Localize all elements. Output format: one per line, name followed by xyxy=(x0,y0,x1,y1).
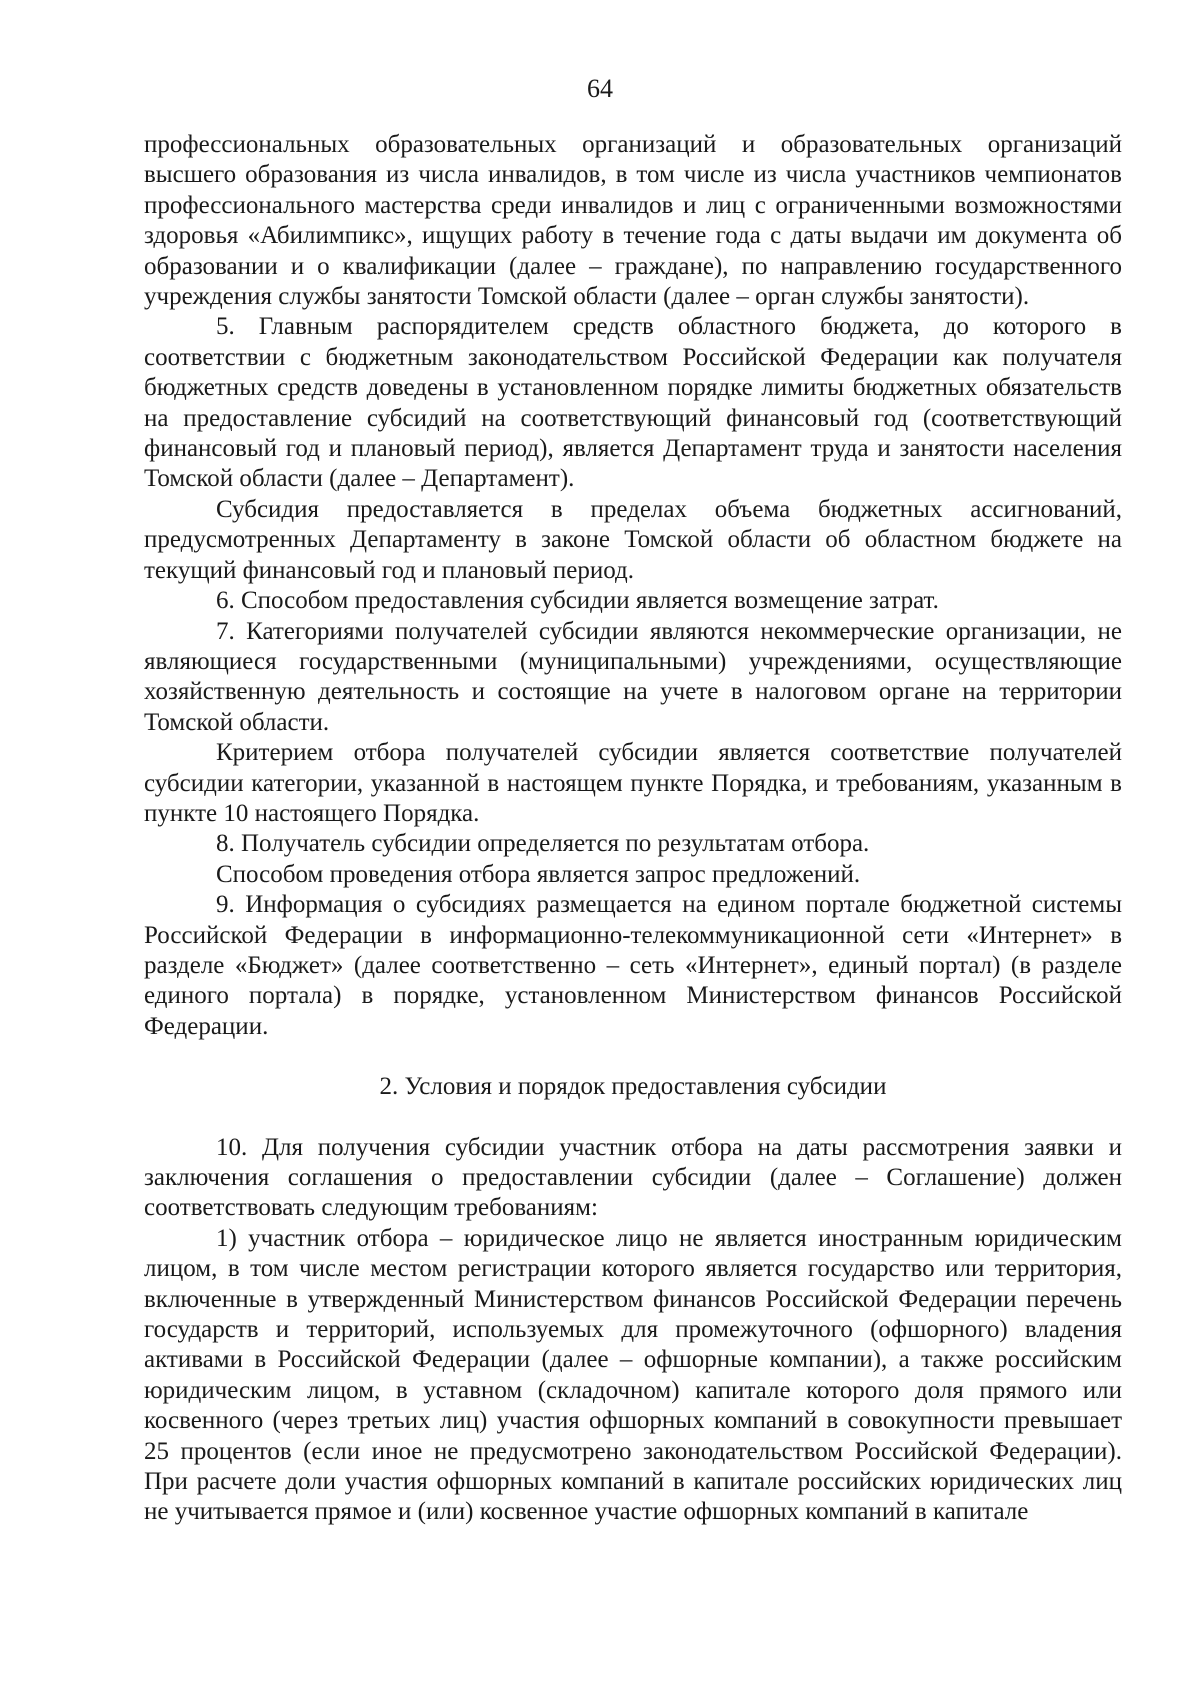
paragraph-selection-method: Способом проведения отбора является запрос предложений. xyxy=(216,860,861,888)
document-body xyxy=(144,130,1122,1528)
paragraph-item-7: 7. Категориями получателей субсидии являются некоммерческие организации, не являющиеся государственными (муниципальными) учреждениями, осуществляющие хозяйственную деятельность и состоящие на учете в налоговом органе на территории Томской области. xyxy=(144,617,1122,736)
paragraph-intro-continuation: профессиональных образовательных организаций и образовательных организаций высшего образования из числа инвалидов, в том числе из числа участников чемпионатов профессионального мастерства среди инвалидов и лиц с ограниченными возможностями здоровья «Абилимпикс», ищущих работу в течение года с даты выдачи им документа об образовании и о квалификации (далее – граждане), по направлению государственного учреждения службы занятости Томской области (далее – орган службы занятости). xyxy=(144,131,1122,311)
paragraph-item-5: 5. Главным распорядителем средств областного бюджета, до которого в соответствии с бюджетным законодательством Российской Федерации как получателя бюджетных средств доведены в установленном порядке лимиты бюджетных обязательств на предоставление субсидий на соответствующий финансовый год (соответствующий финансовый год и плановый период), является Департамент труда и занятости населения Томской области (далее – Департамент). xyxy=(144,313,1122,493)
paragraph-subsidy-limits: Субсидия предоставляется в пределах объема бюджетных ассигнований, предусмотренных Департаменту в законе Томской области об областном бюджете на текущий финансовый год и плановый период. xyxy=(144,495,1122,584)
section-heading: 2. Условия и порядок предоставления субсидии xyxy=(379,1073,887,1101)
paragraph-item-10-sub-1: 1) участник отбора – юридическое лицо не является иностранным юридическим лицом, в том числе местом регистрации которого является государство или территория, включенные в утвержденный Министерством финансов Российской Федерации перечень государств и территорий, используемых для промежуточного (офшорного) владения активами в Российской Федерации (далее – офшорные компании), а также российским юридическим лицом, в уставном (складочном) капитале которого доля прямого или косвенного (через третьих лиц) участия офшорных компаний в совокупности превышает 25 процентов (если иное не предусмотрено законодательством Российской Федерации). При расчете доли участия офшорных компаний в капитале российских юридических лиц не учитывается прямое и (или) косвенное участие офшорных компаний в капитале xyxy=(144,1224,1122,1526)
paragraph-item-10: 10. Для получения субсидии участник отбора на даты рассмотрения заявки и заключения соглашения о предоставлении субсидии (далее – Соглашение) должен соответствовать следующим требованиям: xyxy=(144,1133,1122,1222)
page-number: 64 xyxy=(587,74,613,103)
paragraph-selection-criterion: Критерием отбора получателей субсидии является соответствие получателей субсидии категории, указанной в настоящем пункте Порядка, и требованиям, указанным в пункте 10 настоящего Порядка. xyxy=(144,739,1122,827)
paragraph-item-8: 8. Получатель субсидии определяется по результатам отбора. xyxy=(216,830,870,858)
paragraph-item-9: 9. Информация о субсидиях размещается на едином портале бюджетной системы Российской Федерации в информационно-телекоммуникационной сети «Интернет» в разделе «Бюджет» (далее соответственно – сеть «Интернет», единый портал) (в разделе единого портала) в порядке, установленном Министерством финансов Российской Федерации. xyxy=(144,891,1122,1040)
paragraph-item-6: 6. Способом предоставления субсидии является возмещение затрат. xyxy=(216,587,939,615)
